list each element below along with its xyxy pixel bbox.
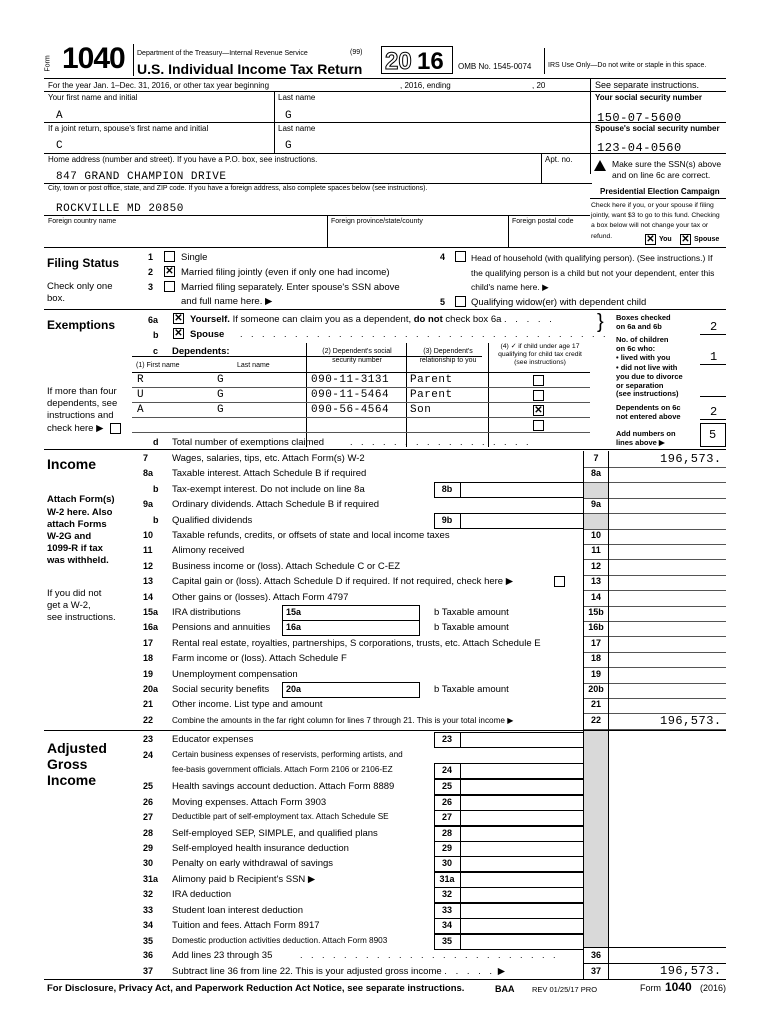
filing-status-heading: Filing Status	[47, 256, 119, 270]
taxable-amount-label: b Taxable amount	[434, 622, 509, 633]
dep-child-credit-checkbox[interactable]	[533, 405, 544, 416]
form-title: U.S. Individual Income Tax Return	[137, 61, 363, 77]
agi-line-text: Self-employed health insurance deduction	[172, 843, 349, 854]
did-not-live-4: (see instructions)	[616, 389, 679, 398]
income-line-num: 16a	[143, 622, 159, 632]
more-than-four-2: dependents, see	[47, 398, 118, 409]
spouse-ssn-value[interactable]: 123-04-0560	[597, 141, 682, 155]
fs-qw-label: Qualifying widow(er) with dependent child	[471, 297, 647, 308]
code-99: (99)	[350, 49, 363, 56]
pec-text-1: Check here if you, or your spouse if filing	[591, 202, 714, 209]
ex-num-6c: c	[153, 346, 159, 356]
add-numbers-2: lines above ▶	[616, 438, 665, 447]
footer-rev: REV 01/25/17 PRO	[532, 985, 598, 994]
boxes-checked-1: Boxes checked	[616, 313, 671, 322]
agi-box-num: 35	[441, 936, 452, 946]
more-than-four-1: If more than four	[47, 386, 117, 397]
agi-amount-field[interactable]	[460, 779, 583, 795]
line37-value[interactable]: 196,573.	[660, 964, 722, 978]
agi-heading-1: Adjusted	[47, 740, 107, 756]
income-box-num: 16b	[588, 622, 604, 632]
income-line-num: 20a	[143, 684, 159, 694]
foreign-postal-label: Foreign postal code	[512, 218, 574, 225]
agi-box-num: 28	[441, 828, 452, 838]
first-name-label: Your first name and initial	[48, 93, 138, 102]
dep-first-name[interactable]: A	[137, 404, 145, 416]
no-children-1: No. of children	[616, 335, 669, 344]
boxes-checked-2: on 6a and 6b	[616, 322, 662, 331]
fs-num-5: 5	[440, 297, 446, 307]
more-than-four-3: instructions and	[47, 410, 114, 421]
box-36: 36	[590, 950, 601, 960]
fs-mfj-label: Married filing jointly (even if only one had income)	[181, 267, 390, 278]
address-value[interactable]: 847 GRAND CHAMPION DRIVE	[56, 171, 227, 183]
apt-label: Apt. no.	[545, 155, 573, 164]
income-box-num: 18	[590, 653, 601, 663]
inner-box-num: 8b	[441, 484, 453, 494]
did-not-live-1: • did not live with	[616, 363, 678, 372]
agi-line-num: 35	[143, 936, 154, 946]
dep-row-divider	[132, 432, 590, 433]
income-line-num: 21	[143, 699, 154, 709]
agi-line-num: 32	[143, 889, 154, 899]
income-box-num: 22	[590, 715, 601, 725]
footer-baa: BAA	[495, 984, 515, 994]
inner-amount-field[interactable]	[282, 682, 420, 698]
agi-line-num: 30	[143, 858, 154, 868]
income-box-num: 20b	[588, 684, 604, 694]
income-box-num: 13	[590, 576, 601, 586]
footer-notice: For Disclosure, Privacy Act, and Paperwork Reduction Act Notice, see separate instructions.	[47, 983, 465, 994]
no-w2-2: get a W-2,	[47, 600, 91, 611]
income-line-text: Ordinary dividends. Attach Schedule B if required	[172, 499, 380, 510]
pec-text-4: refund.	[591, 233, 613, 240]
ex-num-6b: b	[153, 330, 159, 340]
income-box-num: 8a	[590, 468, 601, 478]
fs-num-3: 3	[148, 282, 154, 292]
spouse-ssn-label: Spouse's social security number	[595, 124, 720, 133]
city-label: City, town or post office, state, and ZIP code. If you have a foreign address, also complete spaces below (see instructions).	[48, 185, 428, 192]
dep-relationship[interactable]: Parent	[410, 374, 453, 386]
fs-single-label: Single	[181, 252, 208, 263]
income-line-text: Farm income or (loss). Attach Schedule F	[172, 653, 347, 664]
line13-checkbox[interactable]	[554, 576, 565, 587]
dep-col3-label: (3) Dependent's relationship to you	[419, 348, 477, 364]
dep-child-credit-checkbox[interactable]	[533, 390, 544, 401]
address-label: Home address (number and street). If you have a P.O. box, see instructions.	[48, 155, 318, 164]
agi-line-text: Tuition and fees. Attach Form 8917	[172, 920, 320, 931]
agi-line-text: Domestic production activities deduction. Attach Form 8903	[172, 936, 388, 945]
income-line-text: Tax-exempt interest. Do not include on line 8a	[172, 484, 365, 495]
income-box-num: 21	[590, 699, 601, 709]
agi-amount-field[interactable]	[460, 872, 583, 888]
agi-amount-field[interactable]	[460, 732, 583, 748]
income-row-divider	[583, 559, 726, 560]
agi-line-num: 26	[143, 797, 154, 807]
dep-col1b-label: Last name	[237, 362, 270, 369]
lived-with-value[interactable]: 1	[710, 350, 718, 364]
ex-6a-end: check box 6a	[445, 314, 502, 325]
inner-amount-field[interactable]	[282, 620, 420, 636]
income-line-text: Taxable interest. Attach Schedule B if required	[172, 468, 367, 479]
agi-line-num: 27	[143, 812, 154, 822]
income-box-num: 14	[590, 592, 601, 602]
income-line-text: Capital gain or (loss). Attach Schedule D if required. If not required, check here ▶	[172, 576, 514, 587]
fs-mfs-checkbox[interactable]	[164, 281, 175, 292]
pec-you-label: You	[659, 236, 672, 243]
attach-2: W-2 here. Also	[47, 507, 113, 518]
ex-num-6a: 6a	[148, 315, 159, 325]
income-row-divider	[583, 667, 726, 668]
footer-year: (2016)	[700, 983, 727, 993]
income-box-num: 7	[593, 453, 599, 463]
agi-box-num: 26	[441, 797, 452, 807]
agi-amount-field[interactable]	[460, 903, 583, 919]
ex-6a-donot: do not	[413, 314, 443, 325]
pec-title: Presidential Election Campaign	[600, 187, 720, 196]
income-box-num: 11	[591, 545, 601, 555]
income-line-text: Pensions and annuities	[172, 622, 271, 633]
agi-amount-field[interactable]	[460, 887, 583, 903]
box-37: 37	[590, 966, 601, 976]
agi-box-num: 34	[441, 920, 452, 930]
income-line-text: IRA distributions	[172, 607, 241, 618]
agi-line-num: 33	[143, 905, 154, 915]
agi-amount-field[interactable]	[460, 810, 583, 826]
income-line-num: 14	[143, 592, 154, 602]
pec-spouse-label: Spouse	[694, 236, 720, 243]
dep-ssn[interactable]: 090-56-4564	[311, 404, 390, 416]
income-line-num: 22	[143, 715, 154, 725]
income-line-num: 15a	[143, 607, 159, 617]
dep-not-entered-1: Dependents on 6c	[616, 403, 681, 412]
income-box-num: 15b	[588, 607, 604, 617]
no-children-2: on 6c who:	[616, 344, 656, 353]
income-line-num: 9a	[143, 499, 154, 509]
inner-box-label: 16a	[286, 622, 302, 632]
agi-box-num: 31a	[439, 874, 455, 884]
income-row-divider	[583, 636, 726, 637]
agi-box-num: 32	[441, 889, 452, 899]
tax-year-ending: , 2016, ending	[400, 81, 451, 90]
boxes-checked-value[interactable]: 2	[710, 320, 718, 334]
dept-text: Department of the Treasury—Internal Revenue Service	[137, 50, 308, 57]
income-line-text: Unemployment compensation	[172, 669, 298, 680]
agi-amount-field[interactable]	[460, 826, 583, 842]
ssn-value[interactable]: 150-07-5600	[597, 111, 682, 125]
income-line-text: Other gains or (losses). Attach Form 4797	[172, 592, 349, 603]
agi-line-text-2: fee-basis government officials. Attach Form 2106 or 2106-EZ	[172, 765, 393, 774]
income-value[interactable]: 196,573.	[660, 452, 722, 466]
exemptions-heading: Exemptions	[47, 318, 116, 332]
agi-num-37: 37	[143, 966, 154, 976]
shaded-cell	[584, 514, 608, 529]
agi-line37-label: Subtract line 36 from line 22. This is your adjusted gross income	[172, 966, 442, 977]
agi-amount-field[interactable]	[460, 763, 583, 779]
city-value[interactable]: ROCKVILLE MD 20850	[56, 203, 184, 215]
inner-amount-field[interactable]	[282, 605, 420, 621]
agi-line-text: Student loan interest deduction	[172, 905, 303, 916]
income-line-text: Social security benefits	[172, 684, 270, 695]
dep-last-name[interactable]: G	[217, 374, 225, 386]
form-label-text: Form	[44, 55, 52, 72]
ssn-label: Your social security number	[595, 93, 702, 102]
footer-form-label: Form	[640, 983, 661, 993]
ex-6a-yourself: Yourself.	[190, 314, 230, 325]
ssn-note-2: and on line 6c are correct.	[612, 170, 711, 180]
agi-line-text: Health savings account deduction. Attach Form 8889	[172, 781, 395, 792]
dep-ssn[interactable]: 090-11-3131	[311, 374, 390, 386]
income-heading: Income	[47, 456, 97, 472]
fs-hoh-checkbox[interactable]	[455, 251, 466, 262]
agi-line-text: Deductible part of self-employment tax. Attach Schedule SE	[172, 812, 389, 821]
last-name-value[interactable]: G	[285, 110, 293, 122]
fs-hoh-label-2: the qualifying person is a child but not your dependent, enter this	[471, 268, 715, 278]
attach-5: 1099-R if tax	[47, 543, 103, 554]
agi-amount-field[interactable]	[460, 841, 583, 857]
attach-4: W-2G and	[47, 531, 92, 542]
agi-line36-text: Add lines 23 through 35	[172, 950, 273, 961]
pec-spouse-checkbox[interactable]	[680, 234, 691, 245]
dep-relationship[interactable]: Parent	[410, 389, 453, 401]
income-line-text: Wages, salaries, tips, etc. Attach Form(s) W-2	[172, 453, 365, 464]
attach-3: attach Forms	[47, 519, 107, 530]
ex-dependents-label: Dependents:	[172, 346, 230, 357]
fs-mfs-label-2: and full name here. ▶	[181, 296, 273, 307]
agi-box-num: 25	[441, 781, 452, 791]
income-line-num: 18	[143, 653, 154, 663]
dep-row-divider	[132, 402, 590, 403]
income-line-num: 17	[143, 638, 154, 648]
agi-line-text: Educator expenses	[172, 734, 254, 745]
fs-hoh-label: Head of household (with qualifying person). (See instructions.) If	[471, 253, 713, 263]
foreign-country-label: Foreign country name	[48, 218, 117, 225]
attach-6: was withheld.	[47, 555, 109, 566]
foreign-province-label: Foreign province/state/county	[331, 218, 423, 225]
agi-line-num: 29	[143, 843, 154, 853]
income-line-text: Business income or (loss). Attach Schedule C or C-EZ	[172, 561, 401, 572]
agi-line-text: Moving expenses. Attach Form 3903	[172, 797, 327, 808]
agi-box-num: 29	[441, 843, 452, 853]
income-line-text: Other income. List type and amount	[172, 699, 323, 710]
ssn-note-1: Make sure the SSN(s) above	[612, 159, 722, 169]
inner-box-field[interactable]	[460, 482, 583, 498]
dep-row-divider	[132, 417, 590, 418]
agi-heading-2: Gross	[47, 756, 88, 772]
inner-box-label: 20a	[286, 684, 302, 694]
agi-amount-field[interactable]	[460, 934, 583, 950]
year-box	[381, 46, 453, 74]
fs-num-1: 1	[148, 252, 154, 262]
dep-last-name[interactable]: G	[217, 404, 225, 416]
pec-text-2: jointly, want $3 to go to this fund. Checking	[591, 212, 720, 219]
income-line-text: Rental real estate, royalties, partnerships, S corporations, trusts, etc. Attach Schedule E	[172, 638, 541, 649]
agi-box-num: 23	[441, 734, 452, 744]
income-value[interactable]: 196,573.	[660, 714, 722, 728]
did-not-live-3: or separation	[616, 381, 664, 390]
ex-num-6d: d	[153, 437, 159, 447]
income-box-num: 12	[590, 561, 601, 571]
pec-text-3: a box below will not change your tax or	[591, 222, 709, 229]
ex-spouse-label: Spouse	[190, 329, 225, 340]
income-row-divider	[583, 590, 726, 591]
income-line-num: b	[153, 515, 159, 525]
ex-6a-text: Yourself. If someone can claim you as a dependent, do not check box 6a . . . . .	[190, 314, 555, 325]
income-line-text: Taxable refunds, credits, or offsets of state and local income taxes	[172, 530, 450, 541]
income-line-num: 12	[143, 561, 154, 571]
fs-mfs-label: Married filing separately. Enter spouse's SSN above	[181, 282, 400, 293]
lived-with: • lived with you	[616, 353, 671, 362]
tax-year-20: , 20	[532, 81, 546, 90]
omb-number: OMB No. 1545-0074	[458, 62, 532, 71]
income-line-text: Combine the amounts in the far right column for lines 7 through 21. This is your total income ▶	[172, 716, 514, 725]
ex-yourself-checkbox[interactable]	[173, 313, 184, 324]
income-line-num: 8a	[143, 468, 154, 478]
agi-num-36: 36	[143, 950, 154, 960]
agi-amount-field[interactable]	[460, 918, 583, 934]
inner-box-num: 9b	[441, 515, 453, 525]
dep-not-entered-value[interactable]: 2	[710, 405, 718, 419]
dep-ssn[interactable]: 090-11-5464	[311, 389, 390, 401]
agi-line-text: Certain business expenses of reservists, performing artists, and	[172, 750, 403, 759]
did-not-live-2: you due to divorce	[616, 372, 683, 381]
pec-you-checkbox[interactable]	[645, 234, 656, 245]
agi-line-num: 24	[143, 750, 154, 760]
brace-icon: }	[597, 311, 604, 333]
ex-line-d: Total number of exemptions claimed	[172, 437, 325, 448]
income-box-num: 10	[590, 530, 601, 540]
spouse-last-value[interactable]: G	[285, 140, 293, 152]
taxable-amount-label: b Taxable amount	[434, 607, 509, 618]
attach-1: Attach Form(s)	[47, 494, 115, 505]
dep-first-name[interactable]: U	[137, 389, 145, 401]
dep-col4-label: (4) ✓ if child under age 17 qualifying for child tax credit (see instructions)	[498, 343, 582, 366]
agi-line-text: IRA deduction	[172, 889, 232, 900]
dep-col1-label: (1) First name	[136, 362, 180, 369]
dep-not-entered-2: not entered above	[616, 412, 681, 421]
ex-6a-mid: If someone can claim you as a dependent,	[232, 314, 412, 325]
agi-box-num: 33	[441, 905, 452, 915]
warning-icon	[594, 160, 606, 171]
agi-box-num: 30	[441, 858, 452, 868]
spouse-last-label: Last name	[278, 124, 316, 133]
income-line-text: Alimony received	[172, 545, 245, 556]
agi-amount-field[interactable]	[460, 856, 583, 872]
agi-line-num: 25	[143, 781, 154, 791]
agi-line-num: 34	[143, 920, 154, 930]
agi-amount-field[interactable]	[460, 795, 583, 811]
fs-mfj-checkbox[interactable]	[164, 266, 175, 277]
dep-last-name[interactable]: G	[217, 389, 225, 401]
shaded-cell	[584, 483, 608, 498]
check-only-one: Check only one box.	[47, 281, 113, 304]
fs-single-checkbox[interactable]	[164, 251, 175, 262]
agi-line37-text: Subtract line 36 from line 22. This is your adjusted gross income . . . . . ▶	[172, 966, 506, 977]
income-line-num: 10	[143, 530, 154, 540]
fs-hoh-label-3: child's name here. ▶	[471, 282, 549, 292]
total-exemptions-box[interactable]	[700, 423, 726, 447]
dep-relationship[interactable]: Son	[410, 404, 432, 416]
spouse-name-label: If a joint return, spouse's first name and initial	[48, 124, 209, 133]
dep-row-divider	[132, 387, 590, 388]
more-than-four-4: check here ▶	[47, 423, 104, 434]
ex-spouse-checkbox[interactable]	[173, 328, 184, 339]
total-exemptions-value: 5	[709, 428, 717, 442]
fs-qw-checkbox[interactable]	[455, 296, 466, 307]
form-label	[44, 50, 57, 80]
year-outline: 20	[385, 48, 412, 75]
income-line-num: 11	[143, 545, 153, 555]
fs-num-2: 2	[148, 267, 154, 277]
no-w2-3: see instructions.	[47, 612, 116, 623]
income-line-num: b	[153, 484, 159, 494]
form-number: 1040	[62, 42, 125, 75]
agi-line-num: 31a	[143, 874, 159, 884]
agi-box-num: 24	[441, 765, 452, 775]
inner-box-label: 15a	[286, 607, 302, 617]
more-than-four-checkbox[interactable]	[110, 423, 121, 434]
tax-year-line: For the year Jan. 1–Dec. 31, 2016, or other tax year beginning	[48, 81, 270, 90]
last-name-label: Last name	[278, 93, 316, 102]
dep-child-credit-checkbox[interactable]	[533, 420, 544, 431]
agi-shaded-column	[584, 731, 608, 947]
first-name-value[interactable]: A	[56, 110, 64, 122]
income-line-text: Qualified dividends	[172, 515, 253, 526]
agi-line-text: Alimony paid b Recipient's SSN ▶	[172, 874, 316, 885]
income-line-num: 7	[143, 453, 149, 463]
agi-heading-3: Income	[47, 772, 97, 788]
year-bold: 16	[417, 48, 444, 75]
income-box-num: 17	[590, 638, 601, 648]
agi-line-num: 28	[143, 828, 154, 838]
dep-col2-label: (2) Dependent's social security number	[322, 348, 392, 364]
dep-child-credit-checkbox[interactable]	[533, 375, 544, 386]
income-line-num: 13	[143, 576, 154, 586]
agi-box-num: 27	[441, 812, 452, 822]
income-line-num: 19	[143, 669, 154, 679]
dep-first-name[interactable]: R	[137, 374, 145, 386]
inner-box-field[interactable]	[460, 513, 583, 529]
no-w2-1: If you did not	[47, 588, 102, 599]
add-numbers-1: Add numbers on	[616, 429, 676, 438]
agi-line-text: Self-employed SEP, SIMPLE, and qualified plans	[172, 828, 378, 839]
income-box-num: 19	[590, 669, 601, 679]
irs-use-only: IRS Use Only—Do not write or staple in this space.	[548, 62, 707, 69]
taxable-amount-label: b Taxable amount	[434, 684, 509, 695]
fs-num-4: 4	[440, 252, 446, 262]
spouse-first-value[interactable]: C	[56, 140, 64, 152]
agi-line-num: 23	[143, 734, 154, 744]
footer-form-num: 1040	[665, 980, 692, 994]
agi-line-text: Penalty on early withdrawal of savings	[172, 858, 334, 869]
see-instructions: See separate instructions.	[595, 80, 700, 90]
income-box-num: 9a	[590, 499, 601, 509]
